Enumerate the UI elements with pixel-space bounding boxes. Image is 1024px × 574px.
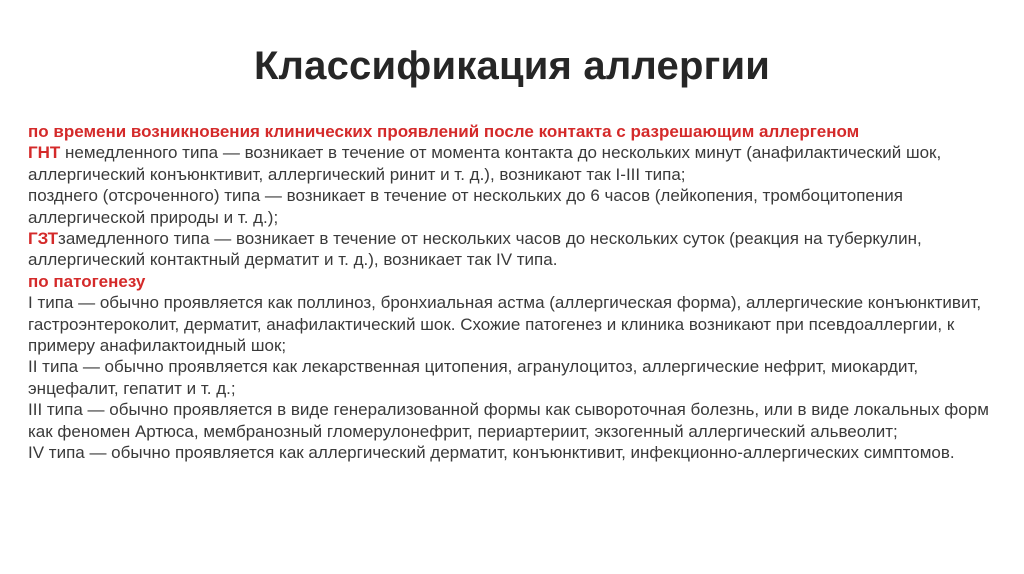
gzt-abbreviation: ГЗТ xyxy=(28,229,59,249)
slide-body xyxy=(28,121,1003,464)
gzt-text: замедленного типа — возникает в течение от нескольких часов до нескольких суток (реакция на туберкулин, аллергический контактный дерматит и т. д.), возникает так IV типа. xyxy=(28,229,922,270)
type2-paragraph: II типа — обычно проявляется как лекарственная цитопения, агранулоцитоз, аллергические нефрит, миокардит, энцефалит, гепатит и т. д.; xyxy=(28,357,919,398)
gnt-paragraph xyxy=(28,142,1003,185)
gnt-text: немедленного типа — возникает в течение от момента контакта до нескольких минут (анафилактический шок, аллергический конъюнктивит, аллергический ринит и т. д.), возникают так I-III типа; xyxy=(28,143,942,184)
late-paragraph: позднего (отсроченного) типа — возникает в течение от нескольких до 6 часов (лейкопения, тромбоцитопения аллергической природы и т. д.); xyxy=(28,186,903,227)
slide-title: Классификация аллергии xyxy=(253,44,771,88)
type4-paragraph: IV типа — обычно проявляется как аллергический дерматит, конъюнктивит, инфекционно-аллергических симптомов. xyxy=(28,443,955,463)
gnt-abbreviation: ГНТ xyxy=(28,143,61,163)
type1-paragraph: I типа — обычно проявляется как поллиноз, бронхиальная астма (аллергическая форма), аллергические конъюнктивит, гастроэнтероколит, дерматит, анафилактический шок. Схожие патогенез и клиника возникают при псевдоаллергии, к примеру анафилактоидный шок; xyxy=(28,293,982,356)
gzt-paragraph xyxy=(28,228,1003,271)
type3-paragraph: III типа — обычно проявляется в виде генерализованной формы как сывороточная болезнь, или в виде локальных форм как феномен Артюса, мембранозный гломерулонефрит, периартериит, экзогенный аллергический альвеолит; xyxy=(28,400,989,441)
pathogenesis-heading: по патогенезу xyxy=(28,271,146,291)
time-heading: по времени возникновения клинических проявлений после контакта с разрешающим аллергеном xyxy=(28,122,860,141)
